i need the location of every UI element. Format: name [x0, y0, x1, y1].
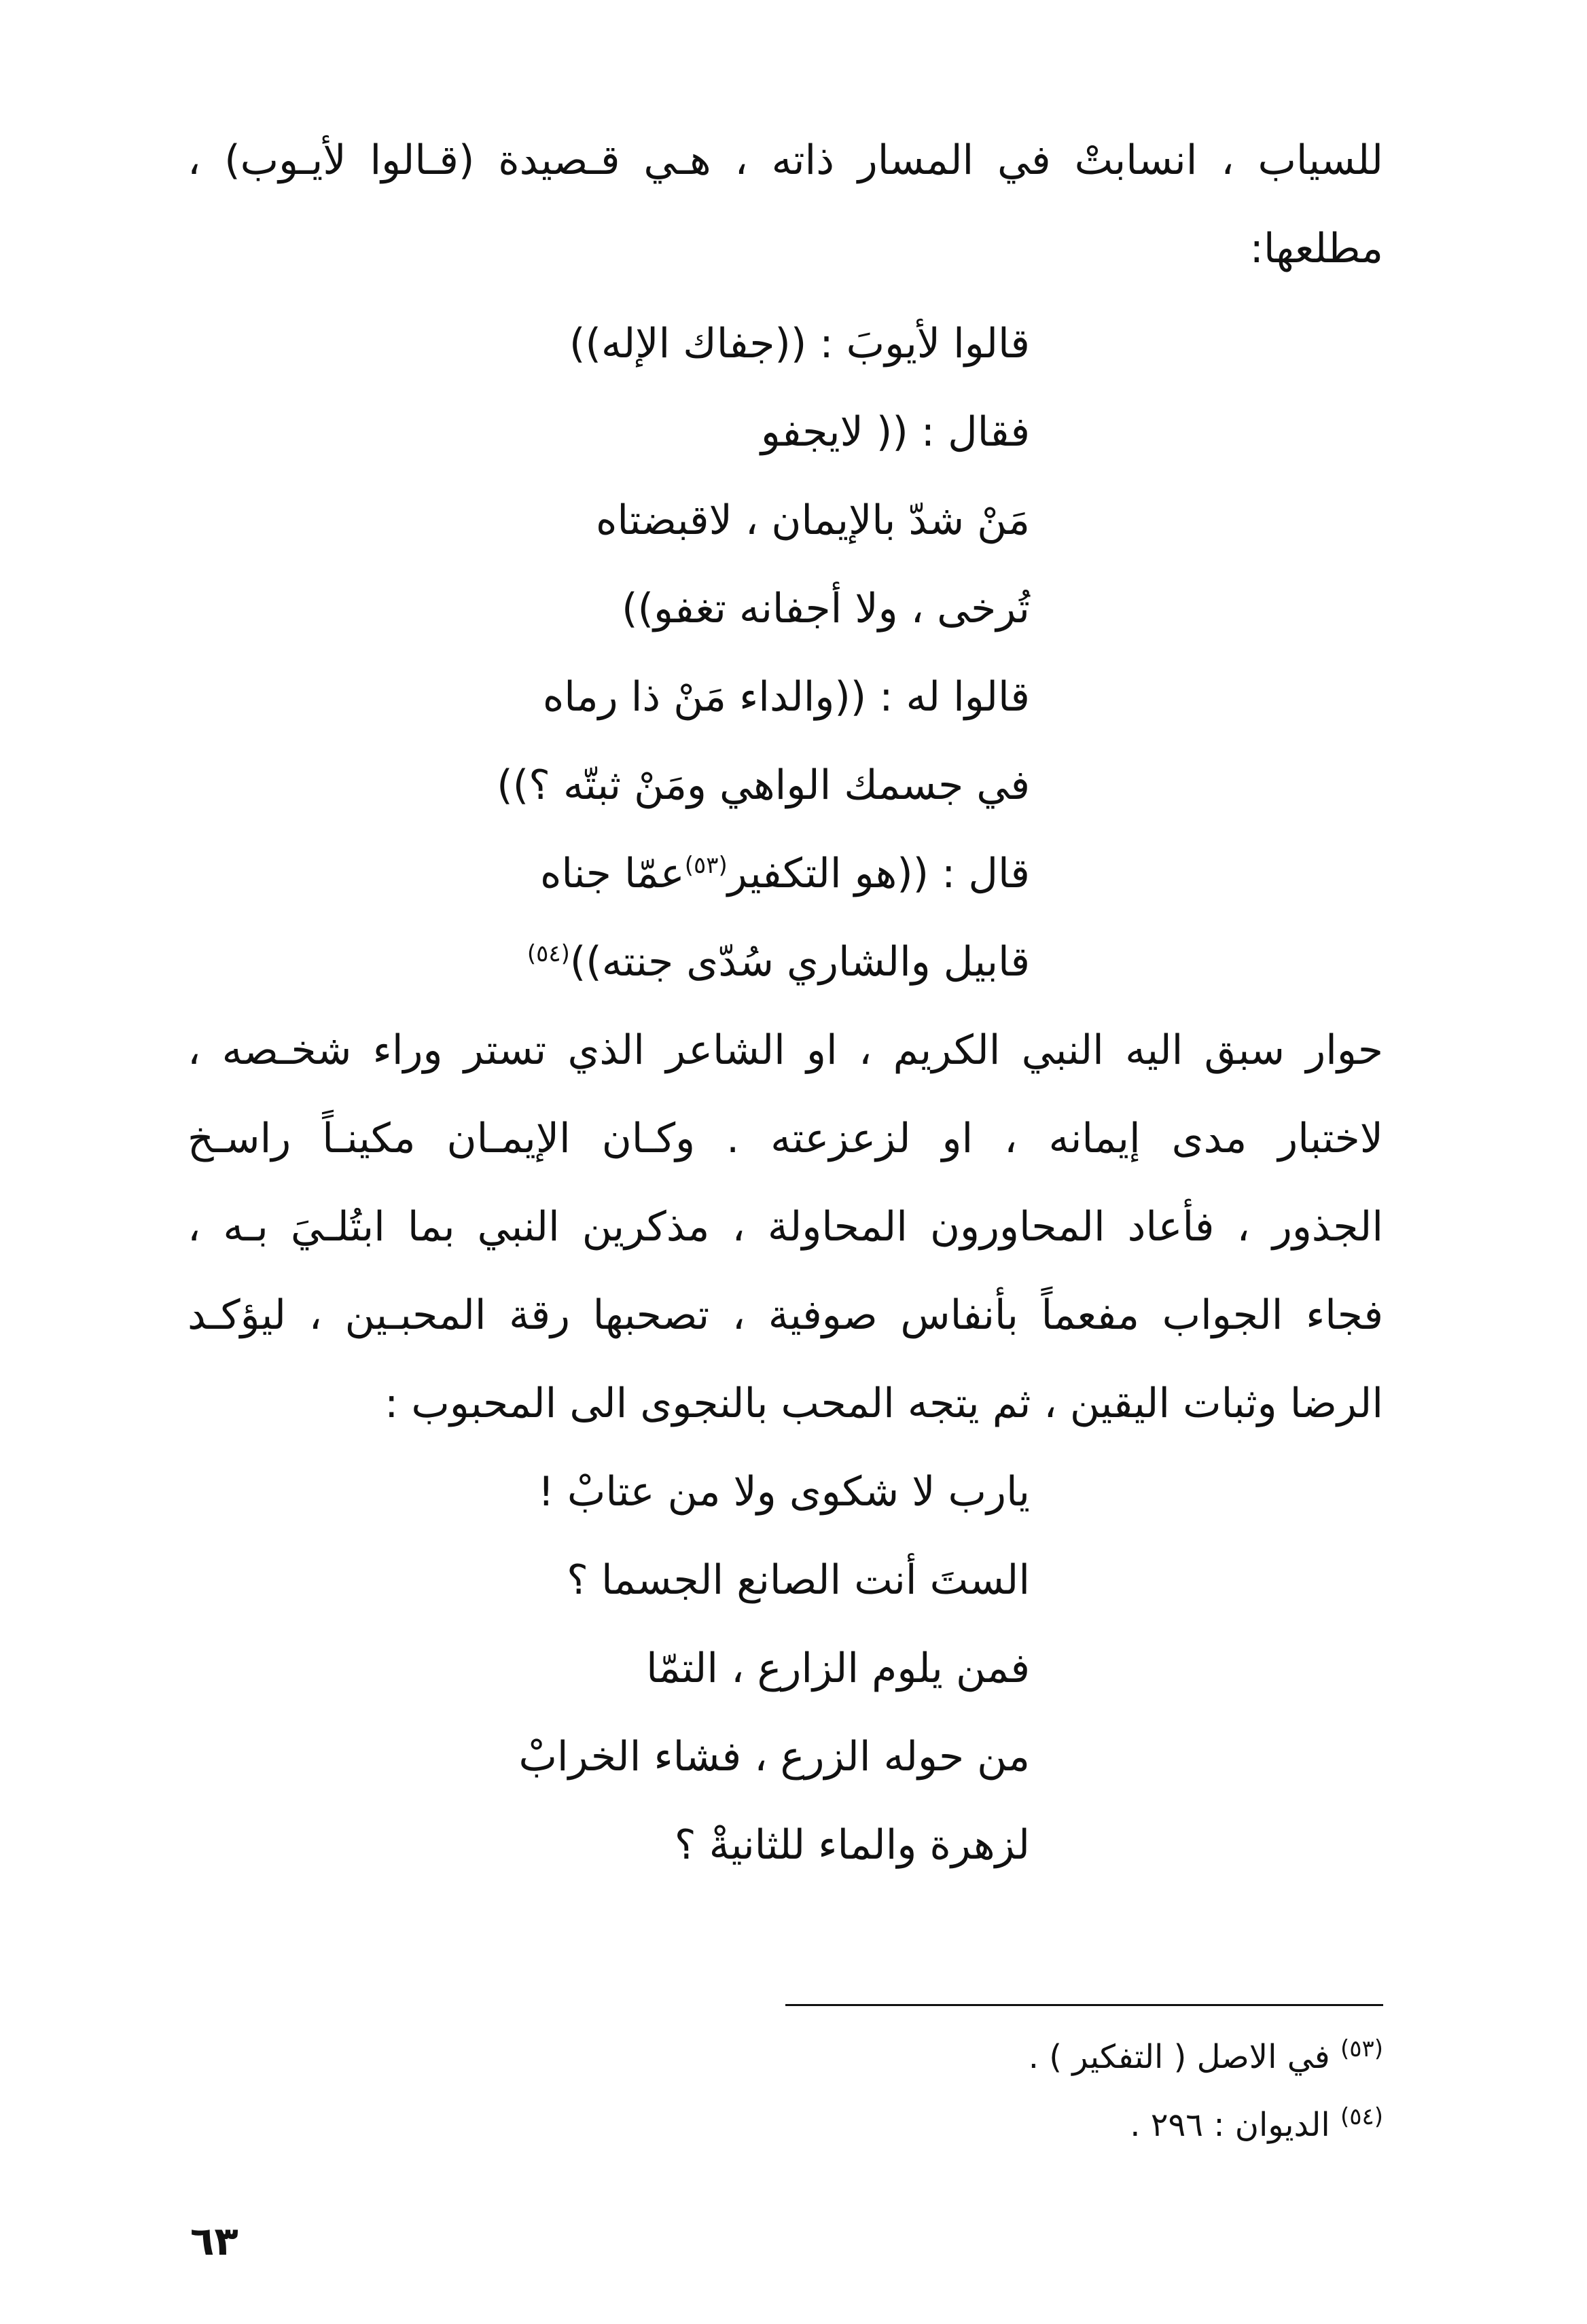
verse-line: لزهرة والماء للثانيةْ ؟	[674, 1821, 1030, 1869]
verse-text: عمّا جناه	[539, 850, 685, 897]
verse-text: قال : ((هو التكفير	[727, 850, 1030, 897]
verse-line: الستَ أنت الصانع الجسما ؟	[567, 1556, 1030, 1604]
footnote-marker: (٥٤)	[527, 940, 570, 967]
footnote	[1028, 2035, 1383, 2077]
footnote-marker: (٥٤)	[1340, 2103, 1383, 2130]
paragraph-line: حوار سبق اليه النبي الكريم ، او الشاعر الذي تستر وراء شخـصه ،	[188, 1026, 1383, 1074]
verse-line	[351, 937, 1030, 986]
verse-line: يارب لا شكوى ولا من عتابْ !	[537, 1468, 1030, 1516]
footnote-marker: (٥٣)	[1340, 2035, 1383, 2062]
verse-line: تُرخى ، ولا أجفانه تغفو))	[622, 585, 1030, 632]
paragraph-line: فجاء الجواب مفعماً بأنفاس صوفية ، تصحبها رقة المحبـين ، ليؤكـد	[188, 1291, 1383, 1339]
intro-line: مطلعها:	[1249, 225, 1383, 272]
footnote-text: في الاصل ( التفكير ) .	[1028, 2038, 1330, 2076]
verse-line: في جسمك الواهي ومَنْ ثبتّه ؟))	[497, 762, 1030, 809]
verse-line: فمن يلوم الزارع ، التمّا	[646, 1645, 1030, 1692]
footnote	[1130, 2103, 1383, 2145]
footnote-separator	[785, 2004, 1383, 2006]
verse-line: قالوا له : ((والداء مَنْ ذا رماه	[542, 673, 1030, 721]
footnote-marker: (٥٣)	[684, 852, 728, 879]
page-number: ٦٣	[190, 2218, 238, 2264]
verse-text: قابيل والشاري سُدّى جنته))	[569, 938, 1030, 986]
verse-line: من حوله الزرع ، فشاء الخرابْ	[518, 1733, 1030, 1781]
paragraph-line: الجذور ، فأعاد المحاورون المحاولة ، مذكرين النبي بما ابتُلـيَ بـه ،	[188, 1203, 1383, 1251]
verse-line: مَنْ شدّ بالإيمان ، لاقبضتاه	[595, 497, 1030, 544]
verse-line: فقال : (( لايجفو	[760, 408, 1030, 456]
verse-line: قالوا لأيوبَ : ((جفاك الإله))	[569, 320, 1030, 368]
verse-line	[351, 849, 1030, 898]
paragraph-line: الرضا وثبات اليقين ، ثم يتجه المحب بالنجوى الى المحبوب :	[385, 1380, 1383, 1427]
footnote-text: الديوان : ٢٩٦ .	[1130, 2106, 1330, 2144]
paragraph-line: لاختبار مدى إيمانه ، او لزعزعته . وكـان الإيمـان مكينـاً راسـخ	[188, 1115, 1383, 1162]
intro-line: للسياب ، انسابتْ في المسار ذاته ، هـي قـصيدة (قـالوا لأيـوب) ،	[188, 137, 1383, 184]
